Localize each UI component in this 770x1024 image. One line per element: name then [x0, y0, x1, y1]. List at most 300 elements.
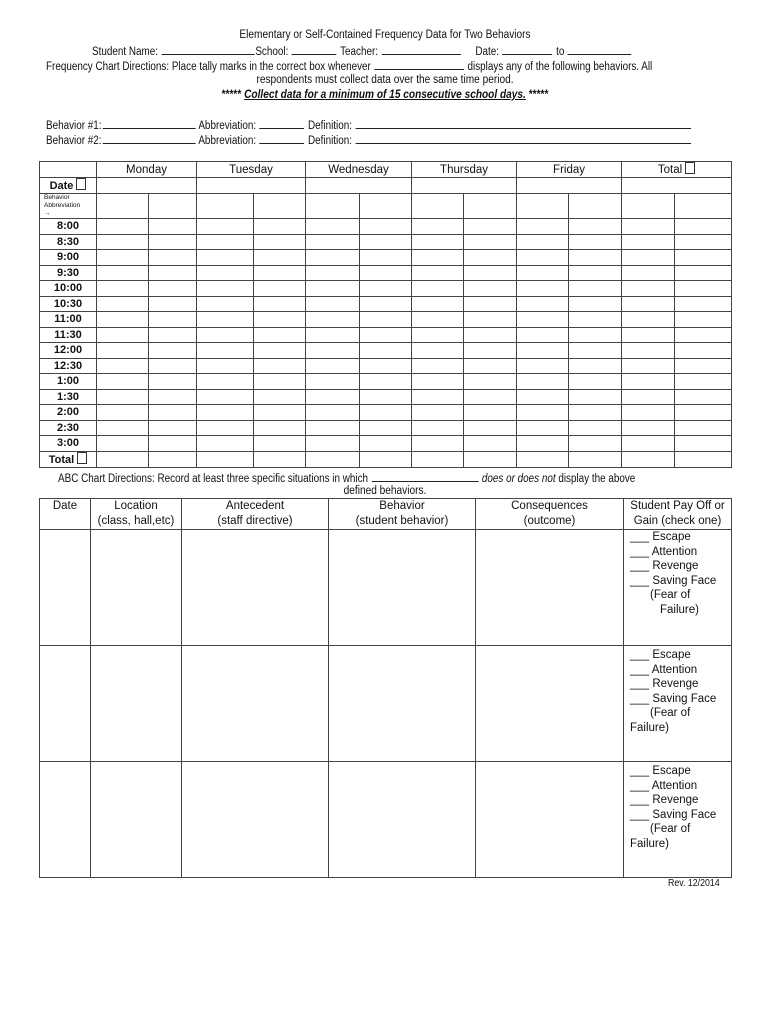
abbr-cell[interactable]	[97, 194, 149, 219]
payoff-options	[624, 762, 731, 852]
payoff-saving-face[interactable]: ___ Saving Face	[630, 574, 717, 587]
tally-cell[interactable]	[149, 234, 197, 250]
total-cell[interactable]	[622, 451, 675, 467]
date-end-field[interactable]	[568, 43, 632, 55]
day-header-thursday: Thursday	[412, 162, 517, 178]
abc-location-cell[interactable]	[91, 762, 182, 878]
student-behavior-field[interactable]	[374, 58, 463, 70]
tally-cell[interactable]	[412, 436, 464, 452]
abc-col-location	[91, 499, 182, 530]
date-cell[interactable]	[517, 178, 622, 194]
tally-cell[interactable]	[197, 389, 254, 405]
tally-cell[interactable]	[360, 405, 412, 421]
directions-line-2-wrap	[0, 73, 770, 87]
tally-cell[interactable]	[360, 296, 412, 312]
tally-cell[interactable]	[569, 281, 622, 297]
abc-date-cell[interactable]	[40, 646, 91, 762]
tally-cell[interactable]	[254, 405, 306, 421]
behavior-1-abbr-field[interactable]	[260, 117, 305, 129]
abc-consequences-cell[interactable]	[476, 646, 624, 762]
date-cell[interactable]	[412, 178, 517, 194]
tally-cell[interactable]	[306, 343, 360, 359]
tally-cell[interactable]	[517, 327, 569, 343]
tally-cell[interactable]	[360, 265, 412, 281]
total-cell[interactable]	[306, 451, 360, 467]
tally-cell[interactable]	[197, 358, 254, 374]
tally-cell[interactable]	[149, 250, 197, 266]
total-cell[interactable]	[569, 451, 622, 467]
tally-cell[interactable]	[622, 420, 675, 436]
tally-cell[interactable]	[569, 327, 622, 343]
time-row	[40, 312, 732, 328]
payoff-escape[interactable]: ___ Escape	[630, 765, 691, 777]
abc-date-cell[interactable]	[40, 530, 91, 646]
tally-cell[interactable]	[149, 265, 197, 281]
tally-cell[interactable]	[97, 250, 149, 266]
tally-cell[interactable]	[197, 436, 254, 452]
abc-date-cell[interactable]	[40, 762, 91, 878]
tally-cell[interactable]	[149, 296, 197, 312]
tally-cell[interactable]	[622, 436, 675, 452]
tally-cell[interactable]	[360, 436, 412, 452]
tally-cell[interactable]	[412, 327, 464, 343]
date-cell[interactable]	[197, 178, 306, 194]
tally-cell[interactable]	[412, 234, 464, 250]
abbr-cell[interactable]	[254, 194, 306, 219]
date-cell[interactable]	[97, 178, 197, 194]
tally-cell[interactable]	[306, 389, 360, 405]
tally-cell[interactable]	[197, 343, 254, 359]
abc-behavior-cell[interactable]	[329, 762, 476, 878]
tally-cell[interactable]	[464, 389, 517, 405]
tally-cell[interactable]	[360, 234, 412, 250]
tally-cell[interactable]	[675, 250, 732, 266]
tally-cell[interactable]	[517, 405, 569, 421]
total-cell[interactable]	[197, 451, 254, 467]
freq-directions-post: displays any of the following behaviors. All	[467, 61, 653, 73]
tally-cell[interactable]	[622, 358, 675, 374]
tally-cell[interactable]	[517, 234, 569, 250]
tally-cell[interactable]	[622, 343, 675, 359]
tally-cell[interactable]	[464, 296, 517, 312]
tally-cell[interactable]	[569, 343, 622, 359]
abbr-cell[interactable]	[569, 194, 622, 219]
tally-cell[interactable]	[254, 250, 306, 266]
tally-cell[interactable]	[517, 281, 569, 297]
tally-cell[interactable]	[306, 312, 360, 328]
tally-cell[interactable]	[412, 219, 464, 235]
abc-antecedent-cell[interactable]	[182, 762, 329, 878]
tally-cell[interactable]	[254, 436, 306, 452]
tally-cell[interactable]	[97, 358, 149, 374]
tally-cell[interactable]	[412, 420, 464, 436]
tally-cell[interactable]	[254, 358, 306, 374]
tally-cell[interactable]	[464, 327, 517, 343]
date-row-label	[40, 178, 97, 194]
tally-cell[interactable]	[360, 281, 412, 297]
tally-cell[interactable]	[569, 234, 622, 250]
payoff-attention[interactable]: ___ Attention	[630, 545, 698, 558]
tally-cell[interactable]	[254, 312, 306, 328]
tally-cell[interactable]	[306, 265, 360, 281]
tally-cell[interactable]	[360, 219, 412, 235]
tally-cell[interactable]	[464, 312, 517, 328]
payoff-attention[interactable]: ___ Attention	[630, 663, 698, 676]
revision-label: Rev. 12/2014	[668, 878, 720, 889]
day-header-wednesday: Wednesday	[306, 162, 412, 178]
tally-cell[interactable]	[197, 265, 254, 281]
total-cell[interactable]	[517, 451, 569, 467]
tally-cell[interactable]	[517, 296, 569, 312]
tally-cell[interactable]	[306, 281, 360, 297]
tally-cell[interactable]	[254, 327, 306, 343]
tally-cell[interactable]	[360, 420, 412, 436]
tally-cell[interactable]	[622, 312, 675, 328]
tally-cell[interactable]	[622, 327, 675, 343]
tally-cell[interactable]	[197, 327, 254, 343]
tally-cell[interactable]	[464, 374, 517, 390]
time-label: 12:00	[40, 343, 97, 359]
tally-cell[interactable]	[97, 405, 149, 421]
directions-line-2: respondents must collect data over the same time period.	[256, 74, 514, 86]
tally-cell[interactable]	[306, 420, 360, 436]
tally-cell[interactable]	[97, 296, 149, 312]
tally-cell[interactable]	[412, 405, 464, 421]
behavior-abbr-row	[40, 194, 732, 219]
student-name-field[interactable]	[162, 43, 255, 55]
tally-cell[interactable]	[569, 436, 622, 452]
abc-location-cell[interactable]	[91, 646, 182, 762]
tally-cell[interactable]	[675, 296, 732, 312]
abc-row	[40, 762, 732, 878]
tally-cell[interactable]	[254, 343, 306, 359]
tally-cell[interactable]	[464, 234, 517, 250]
tally-cell[interactable]	[569, 219, 622, 235]
total-cell[interactable]	[412, 451, 464, 467]
tally-cell[interactable]	[464, 358, 517, 374]
tally-cell[interactable]	[149, 374, 197, 390]
payoff-attention[interactable]: ___ Attention	[630, 779, 698, 792]
tally-cell[interactable]	[306, 296, 360, 312]
tally-cell[interactable]	[412, 250, 464, 266]
tally-cell[interactable]	[464, 436, 517, 452]
tally-cell[interactable]	[675, 312, 732, 328]
total-row-label	[40, 451, 97, 467]
tally-cell[interactable]	[360, 389, 412, 405]
tally-cell[interactable]	[306, 234, 360, 250]
tally-cell[interactable]	[569, 420, 622, 436]
tally-cell[interactable]	[149, 358, 197, 374]
tally-cell[interactable]	[254, 234, 306, 250]
behavior-2-def-field[interactable]	[356, 132, 691, 144]
abc-col-location-line2: (class, hall,etc)	[97, 514, 175, 527]
tally-cell[interactable]	[149, 219, 197, 235]
behavior-1-def-field[interactable]	[356, 117, 691, 129]
tally-cell[interactable]	[622, 296, 675, 312]
tally-cell[interactable]	[254, 219, 306, 235]
time-row	[40, 358, 732, 374]
abbr-cell[interactable]	[622, 194, 675, 219]
tally-cell[interactable]	[412, 312, 464, 328]
tally-cell[interactable]	[464, 420, 517, 436]
abc-antecedent-cell[interactable]	[182, 530, 329, 646]
abc-col-payoff-line1: Student Pay Off or	[630, 500, 725, 512]
tally-cell[interactable]	[622, 389, 675, 405]
total-cell[interactable]	[149, 451, 197, 467]
tally-cell[interactable]	[97, 234, 149, 250]
abbr-cell[interactable]	[412, 194, 464, 219]
directions-line-1	[46, 58, 652, 74]
payoff-escape[interactable]: ___ Escape	[630, 531, 691, 543]
abbr-cell[interactable]	[517, 194, 569, 219]
tally-cell[interactable]	[517, 420, 569, 436]
tally-cell[interactable]	[254, 281, 306, 297]
tally-cell[interactable]	[97, 312, 149, 328]
tally-cell[interactable]	[464, 219, 517, 235]
tally-cell[interactable]	[412, 389, 464, 405]
tally-cell[interactable]	[306, 436, 360, 452]
tally-cell[interactable]	[197, 234, 254, 250]
tally-cell[interactable]	[197, 281, 254, 297]
time-label: 2:30	[40, 420, 97, 436]
time-label: 9:30	[40, 265, 97, 281]
time-label: 12:30	[40, 358, 97, 374]
abc-behavior-cell[interactable]	[329, 530, 476, 646]
checkbox-icon	[77, 452, 87, 464]
tally-cell[interactable]	[675, 219, 732, 235]
tally-cell[interactable]	[675, 281, 732, 297]
tally-cell[interactable]	[306, 358, 360, 374]
abc-directions-italic: does or does not	[481, 473, 556, 485]
date-start-field[interactable]	[503, 43, 553, 55]
tally-cell[interactable]	[412, 374, 464, 390]
tally-cell[interactable]	[517, 312, 569, 328]
tally-cell[interactable]	[464, 281, 517, 297]
tally-cell[interactable]	[360, 374, 412, 390]
abc-behavior-cell[interactable]	[329, 646, 476, 762]
tally-cell[interactable]	[464, 265, 517, 281]
tally-cell[interactable]	[622, 250, 675, 266]
abc-consequences-cell[interactable]	[476, 762, 624, 878]
tally-cell[interactable]	[360, 358, 412, 374]
collect-note-text: Collect data for a minimum of 15 consecutive school days.	[244, 89, 526, 101]
abbr-cell[interactable]	[306, 194, 360, 219]
tally-cell[interactable]	[360, 312, 412, 328]
time-row	[40, 374, 732, 390]
tally-cell[interactable]	[197, 312, 254, 328]
tally-cell[interactable]	[622, 281, 675, 297]
tally-cell[interactable]	[149, 405, 197, 421]
abbr-cell[interactable]	[675, 194, 732, 219]
time-label: 2:00	[40, 405, 97, 421]
school-field[interactable]	[292, 43, 337, 55]
tally-cell[interactable]	[306, 405, 360, 421]
tally-cell[interactable]	[464, 343, 517, 359]
tally-cell[interactable]	[197, 219, 254, 235]
student-info-line	[92, 43, 632, 59]
tally-cell[interactable]	[254, 374, 306, 390]
tally-cell[interactable]	[254, 420, 306, 436]
day-header-total	[622, 162, 732, 178]
time-row	[40, 250, 732, 266]
abbr-cell[interactable]	[464, 194, 517, 219]
date-cell[interactable]	[306, 178, 412, 194]
abc-antecedent-cell[interactable]	[182, 646, 329, 762]
tally-cell[interactable]	[517, 219, 569, 235]
tally-cell[interactable]	[675, 420, 732, 436]
tally-cell[interactable]	[675, 343, 732, 359]
abc-consequences-cell[interactable]	[476, 530, 624, 646]
tally-cell[interactable]	[464, 405, 517, 421]
time-row	[40, 234, 732, 250]
tally-cell[interactable]	[306, 219, 360, 235]
tally-cell[interactable]	[517, 436, 569, 452]
tally-cell[interactable]	[675, 358, 732, 374]
tally-cell[interactable]	[149, 343, 197, 359]
abc-directions-line-2: defined behaviors.	[343, 485, 427, 497]
tally-cell[interactable]	[622, 265, 675, 281]
tally-cell[interactable]	[254, 296, 306, 312]
abc-col-behavior	[329, 499, 476, 530]
total-cell[interactable]	[254, 451, 306, 467]
tally-cell[interactable]	[569, 358, 622, 374]
tally-cell[interactable]	[569, 250, 622, 266]
abbr-cell[interactable]	[149, 194, 197, 219]
tally-cell[interactable]	[97, 327, 149, 343]
tally-cell[interactable]	[675, 436, 732, 452]
tally-cell[interactable]	[306, 374, 360, 390]
tally-cell[interactable]	[569, 389, 622, 405]
tally-cell[interactable]	[569, 296, 622, 312]
abc-payoff-cell	[624, 530, 732, 646]
tally-cell[interactable]	[675, 389, 732, 405]
behavior-1-label: Behavior #1:	[46, 120, 102, 132]
payoff-saving-face[interactable]: ___ Saving Face	[630, 808, 717, 821]
tally-cell[interactable]	[622, 405, 675, 421]
tally-cell[interactable]	[254, 389, 306, 405]
date-cell[interactable]	[622, 178, 732, 194]
tally-cell[interactable]	[622, 219, 675, 235]
tally-cell[interactable]	[675, 374, 732, 390]
tally-cell[interactable]	[97, 281, 149, 297]
day-header-friday: Friday	[517, 162, 622, 178]
tally-cell[interactable]	[149, 327, 197, 343]
tally-cell[interactable]	[97, 436, 149, 452]
tally-cell[interactable]	[360, 343, 412, 359]
tally-cell[interactable]	[97, 265, 149, 281]
tally-cell[interactable]	[412, 281, 464, 297]
tally-cell[interactable]	[149, 281, 197, 297]
tally-cell[interactable]	[675, 265, 732, 281]
payoff-options	[624, 646, 731, 736]
tally-cell[interactable]	[412, 343, 464, 359]
tally-cell[interactable]	[360, 250, 412, 266]
tally-cell[interactable]	[197, 405, 254, 421]
total-cell[interactable]	[360, 451, 412, 467]
tally-cell[interactable]	[622, 234, 675, 250]
tally-cell[interactable]	[360, 327, 412, 343]
time-label: 11:00	[40, 312, 97, 328]
teacher-field[interactable]	[382, 43, 461, 55]
behavior-abbr-label-1: Behavior	[44, 194, 70, 201]
total-cell[interactable]	[675, 451, 732, 467]
tally-cell[interactable]	[197, 420, 254, 436]
total-row-label-text: Total	[48, 453, 75, 466]
payoff-escape[interactable]: ___ Escape	[630, 649, 691, 661]
tally-cell[interactable]	[149, 389, 197, 405]
tally-cell[interactable]	[306, 327, 360, 343]
payoff-revenge[interactable]: ___ Revenge	[630, 794, 699, 807]
tally-cell[interactable]	[149, 312, 197, 328]
tally-cell[interactable]	[517, 358, 569, 374]
tally-cell[interactable]	[517, 250, 569, 266]
abc-col-antecedent	[182, 499, 329, 530]
tally-cell[interactable]	[412, 265, 464, 281]
total-cell[interactable]	[464, 451, 517, 467]
tally-cell[interactable]	[412, 358, 464, 374]
payoff-saving-face[interactable]: ___ Saving Face	[630, 692, 717, 705]
abbr-cell[interactable]	[360, 194, 412, 219]
tally-cell[interactable]	[149, 420, 197, 436]
tally-cell[interactable]	[197, 296, 254, 312]
behavior-1-field[interactable]	[102, 117, 195, 129]
abc-col-consequences	[476, 499, 624, 530]
tally-cell[interactable]	[306, 250, 360, 266]
tally-cell[interactable]	[517, 389, 569, 405]
tally-cell[interactable]	[149, 436, 197, 452]
tally-cell[interactable]	[97, 420, 149, 436]
tally-cell[interactable]	[97, 374, 149, 390]
behavior-2-field[interactable]	[102, 132, 195, 144]
tally-cell[interactable]	[97, 219, 149, 235]
date-label: Date:	[475, 46, 500, 58]
time-rows	[40, 219, 732, 452]
tally-cell[interactable]	[197, 374, 254, 390]
tally-cell[interactable]	[622, 374, 675, 390]
abbr-cell[interactable]	[197, 194, 254, 219]
abc-location-cell[interactable]	[91, 530, 182, 646]
tally-cell[interactable]	[517, 265, 569, 281]
tally-cell[interactable]	[569, 374, 622, 390]
tally-cell[interactable]	[569, 405, 622, 421]
payoff-revenge[interactable]: ___ Revenge	[630, 560, 699, 573]
tally-cell[interactable]	[464, 250, 517, 266]
tally-cell[interactable]	[517, 343, 569, 359]
tally-cell[interactable]	[412, 296, 464, 312]
behavior-2-abbr-field[interactable]	[260, 132, 305, 144]
abc-directions-line-2-wrap	[0, 484, 770, 498]
date-to-label: to	[556, 46, 565, 58]
tally-cell[interactable]	[569, 265, 622, 281]
tally-cell[interactable]	[254, 265, 306, 281]
tally-cell[interactable]	[97, 343, 149, 359]
tally-cell[interactable]	[569, 312, 622, 328]
stars-left: *****	[221, 89, 242, 101]
time-label: 10:30	[40, 296, 97, 312]
abc-col-behavior-line2: (student behavior)	[355, 514, 449, 527]
tally-cell[interactable]	[97, 389, 149, 405]
tally-cell[interactable]	[675, 327, 732, 343]
tally-cell[interactable]	[675, 234, 732, 250]
abc-student-field[interactable]	[372, 470, 479, 482]
total-cell[interactable]	[97, 451, 149, 467]
tally-cell[interactable]	[675, 405, 732, 421]
time-row	[40, 219, 732, 235]
payoff-revenge[interactable]: ___ Revenge	[630, 678, 699, 691]
time-label: 3:00	[40, 436, 97, 452]
tally-cell[interactable]	[517, 374, 569, 390]
tally-cell[interactable]	[197, 250, 254, 266]
